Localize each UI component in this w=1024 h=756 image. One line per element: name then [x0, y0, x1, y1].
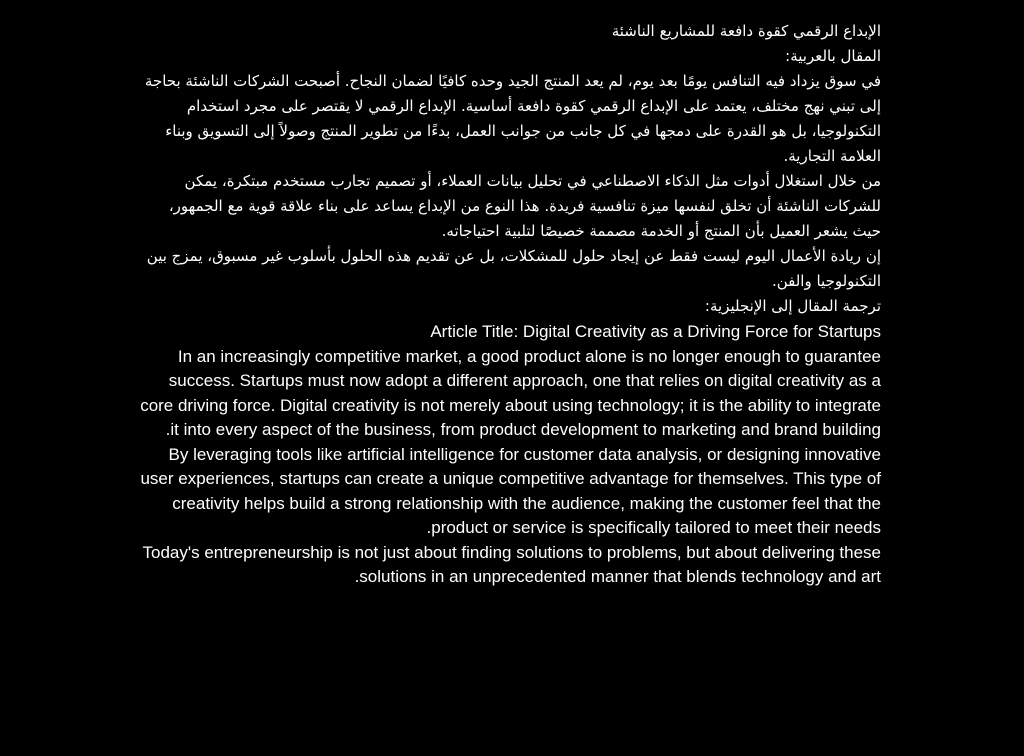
- english-section: [140, 320, 881, 590]
- arabic-paragraph-3: إن ريادة الأعمال اليوم ليست فقط عن إيجاد حلول للمشكلات، بل عن تقديم هذه الحلول بأسلوب غير مسبوق، يمزج بين التكنولوجيا والفن.: [146, 247, 881, 290]
- arabic-title: الإبداع الرقمي كقوة دافعة للمشاريع الناشئة: [611, 22, 881, 40]
- english-paragraph-3: Today's entrepreneurship is not just about finding solutions to problems, but about delivering these solutions in an unprecedented manner that blends technology and art.: [142, 542, 881, 586]
- arabic-paragraph-2: من خلال استغلال أدوات مثل الذكاء الاصطناعي في تحليل بيانات العملاء، أو تصميم تجارب مستخدم مبتكرة، يمكن للشركات الناشئة أن تخلق لنفسها ميزة تنافسية فريدة. هذا النوع من الإبداع يساعد على بناء علاقة قوية مع الجمهور، حيث يشعر العميل بأن المنتج أو الخدمة مصممة خصيصًا لتلبية احتياجاته.: [168, 172, 881, 240]
- article-document: [140, 19, 881, 590]
- english-paragraph-1: In an increasingly competitive market, a good product alone is no longer enough to guarantee success. Startups must now adopt a different approach, one that relies on digital creativity as a core driving force. Digital creativity is not merely about using technology; it is the ability to integrate it into every aspect of the business, from product development to marketing and brand building.: [140, 346, 881, 439]
- english-paragraph-2: By leveraging tools like artificial intelligence for customer data analysis, or designing innovative user experiences, startups can create a unique competitive advantage for themselves. This type of creativity helps build a strong relationship with the audience, making the customer feel that the product or service is specifically tailored to meet their needs.: [140, 444, 881, 537]
- english-title: Article Title: Digital Creativity as a Driving Force for Startups: [430, 322, 881, 341]
- arabic-section-label: المقال بالعربية:: [785, 47, 881, 65]
- translation-label: ترجمة المقال إلى الإنجليزية:: [704, 297, 881, 315]
- arabic-paragraph-1: في سوق يزداد فيه التنافس يومًا بعد يوم، لم يعد المنتج الجيد وحده كافيًا لضمان النجاح. أصبحت الشركات الناشئة بحاجة إلى تبني نهج مختلف، يعتمد على الإبداع الرقمي كقوة دافعة أساسية. الإبداع الرقمي لا يقتصر على مجرد استخدام التكنولوجيا، بل هو القدرة على دمجها في كل جانب من جوانب العمل، بدءًا من تطوير المنتج وصولاً إلى التسويق وبناء العلامة التجارية.: [144, 72, 881, 165]
- arabic-section: [140, 19, 881, 319]
